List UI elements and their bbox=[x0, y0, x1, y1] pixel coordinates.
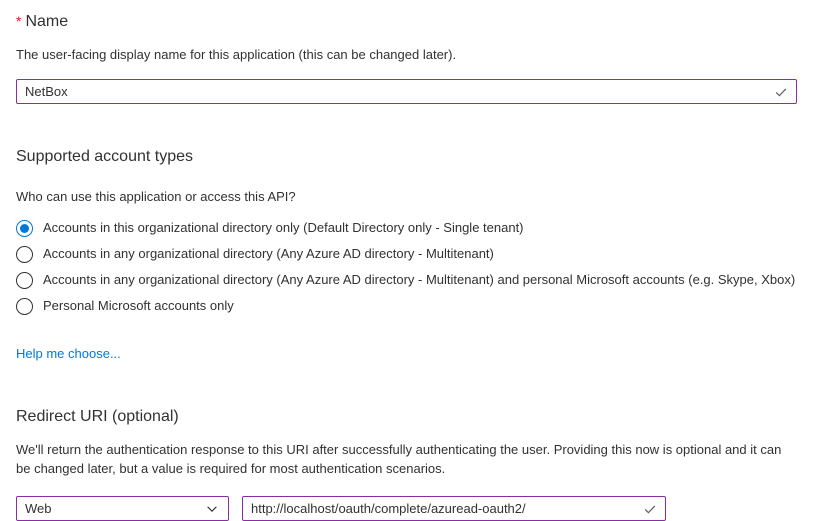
redirect-uri-title: Redirect URI (optional) bbox=[16, 408, 179, 425]
platform-select-value: Web bbox=[25, 501, 52, 516]
radio-option-multitenant-personal[interactable] bbox=[16, 267, 797, 293]
radio-option-single-tenant[interactable] bbox=[16, 215, 797, 241]
radio-option-label: Personal Microsoft accounts only bbox=[43, 298, 234, 313]
account-types-radio-group bbox=[16, 215, 797, 319]
uri-field-wrap bbox=[242, 496, 666, 521]
radio-option-label: Accounts in this organizational directory only (Default Directory only - Single tenant) bbox=[43, 220, 524, 235]
radio-button-icon bbox=[16, 246, 33, 263]
required-asterisk: * bbox=[16, 13, 22, 29]
name-field-wrap bbox=[16, 79, 797, 104]
name-label: Name bbox=[25, 13, 69, 30]
account-types-title: Supported account types bbox=[16, 148, 194, 165]
name-description: The user-facing display name for this application (this can be changed later). bbox=[16, 47, 457, 62]
chevron-down-icon bbox=[205, 502, 219, 516]
radio-option-personal-only[interactable] bbox=[16, 293, 797, 319]
radio-option-label: Accounts in any organizational directory (Any Azure AD directory - Multitenant) and personal Microsoft accounts (e.g. Skype, Xbox) bbox=[43, 272, 796, 287]
name-section-title bbox=[16, 12, 797, 31]
help-me-choose-link[interactable]: Help me choose... bbox=[16, 346, 121, 361]
radio-button-icon bbox=[16, 298, 33, 315]
redirect-uri-row bbox=[16, 496, 797, 521]
redirect-uri-description: We'll return the authentication response to this URI after successfully authenticating the user. Providing this now is optional and it can be changed later, but a value is required for most authentication scenarios. bbox=[16, 442, 782, 476]
redirect-uri-input[interactable] bbox=[242, 496, 666, 521]
account-types-question: Who can use this application or access this API? bbox=[16, 189, 296, 204]
checkmark-icon bbox=[774, 85, 788, 99]
radio-option-label: Accounts in any organizational directory (Any Azure AD directory - Multitenant) bbox=[43, 246, 494, 261]
radio-button-icon bbox=[16, 220, 33, 237]
name-input[interactable] bbox=[16, 79, 797, 104]
radio-button-icon bbox=[16, 272, 33, 289]
checkmark-icon bbox=[643, 502, 657, 516]
radio-option-multitenant[interactable] bbox=[16, 241, 797, 267]
platform-select[interactable] bbox=[16, 496, 229, 521]
